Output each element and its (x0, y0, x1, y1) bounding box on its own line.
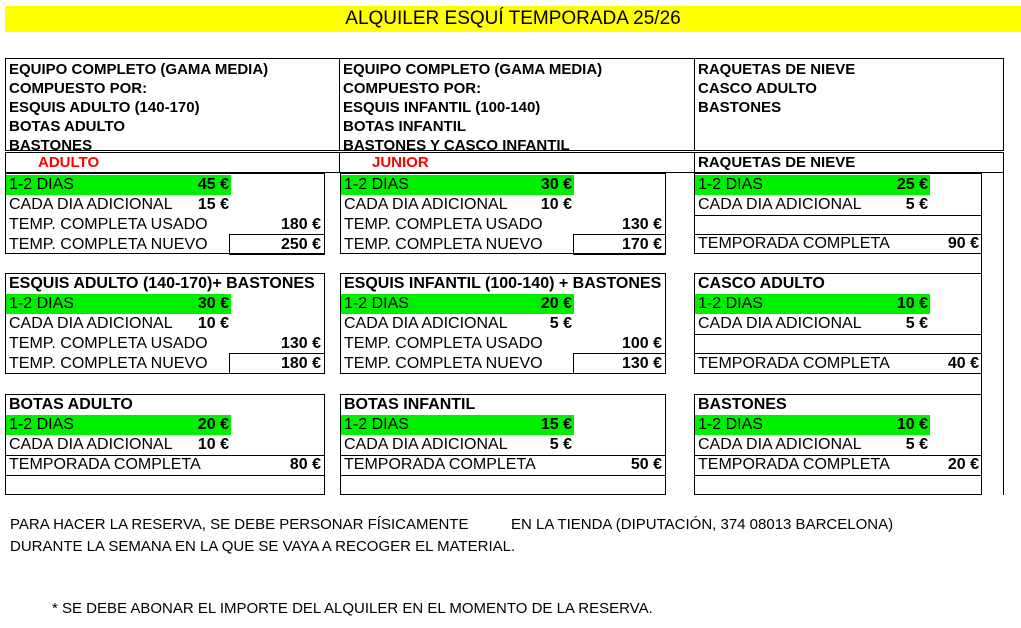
row-label: TEMP. COMPLETA USADO (9, 335, 208, 352)
table-row (341, 354, 665, 374)
table-row (6, 314, 231, 334)
price-value: 5 € (905, 436, 928, 453)
row-label: CASCO ADULTO (698, 275, 825, 292)
row-label: 1-2 DIAS (344, 416, 409, 433)
price-block-junior-skis (340, 273, 666, 374)
price-value: 15 € (540, 416, 572, 433)
price-value: 10 € (896, 295, 928, 312)
table-row (6, 215, 324, 235)
row-label: CADA DIA ADICIONAL (9, 196, 173, 213)
footer-note: * SE DEBE ABONAR EL IMPORTE DEL ALQUILER EN EL MOMENTO DE LA RESERVA. (52, 600, 653, 617)
table-row (695, 175, 930, 195)
row-label: TEMP. COMPLETA NUEVO (9, 355, 208, 372)
footer-line-1b: EN LA TIENDA (DIPUTACIÓN, 374 08013 BARCELONA) (511, 516, 894, 533)
price-value: 20 € (197, 416, 229, 433)
row-label: 1-2 DIAS (698, 295, 763, 312)
price-value: 25 € (896, 176, 928, 193)
row-label: TEMPORADA COMPLETA (698, 235, 890, 252)
price-value: 80 € (289, 456, 321, 473)
price-value: 5 € (549, 436, 572, 453)
table-row (695, 354, 981, 374)
row-label: CADA DIA ADICIONAL (344, 196, 508, 213)
table-row (341, 294, 574, 314)
header-line: BOTAS INFANTIL (343, 118, 467, 135)
row-label: TEMP. COMPLETA USADO (9, 216, 208, 233)
table-row (341, 195, 574, 215)
row-label: BOTAS INFANTIL (344, 396, 476, 413)
block-title (341, 395, 665, 415)
price-value: 50 € (630, 456, 662, 473)
price-value: 40 € (947, 355, 979, 372)
row-label: 1-2 DIAS (9, 176, 74, 193)
header-line: BASTONES (698, 99, 782, 116)
block-title (695, 274, 981, 294)
row-label: 1-2 DIAS (698, 176, 763, 193)
header-line: BASTONES Y CASCO INFANTIL (343, 137, 570, 154)
row-label: 1-2 DIAS (9, 416, 74, 433)
price-value: 90 € (947, 235, 979, 252)
header-line: ESQUIS ADULTO (140-170) (9, 99, 200, 116)
row-label: TEMP. COMPLETA USADO (344, 335, 543, 352)
row-label: CADA DIA ADICIONAL (698, 315, 862, 332)
price-block-adult-full (5, 173, 325, 254)
price-block-poles (694, 394, 982, 495)
table-row (341, 314, 574, 334)
price-value: 20 € (947, 456, 979, 473)
row-label: CADA DIA ADICIONAL (698, 196, 862, 213)
footer-line-1a: PARA HACER LA RESERVA, SE DEBE PERSONAR FÍSICAMENTE (10, 516, 469, 533)
table-row (6, 235, 324, 255)
table-row (6, 334, 324, 354)
table-row (6, 415, 231, 435)
table-row (6, 435, 231, 455)
price-value: 180 € (280, 216, 321, 233)
header-line: BOTAS ADULTO (9, 118, 126, 135)
price-value: 30 € (197, 295, 229, 312)
row-label: TEMP. COMPLETA USADO (344, 216, 543, 233)
row-label: CADA DIA ADICIONAL (9, 315, 173, 332)
header-adult (5, 58, 340, 154)
row-label: 1-2 DIAS (698, 416, 763, 433)
row-label: CADA DIA ADICIONAL (698, 436, 862, 453)
table-row (695, 234, 981, 254)
price-block-adult-skis (5, 273, 325, 374)
page-title: ALQUILER ESQUÍ TEMPORADA 25/26 (5, 6, 1021, 32)
table-row (341, 334, 665, 354)
price-value: 180 € (280, 355, 321, 372)
table-row (341, 235, 665, 255)
price-block-adult-boots (5, 394, 325, 495)
row-label: ESQUIS INFANTIL (100-140) + BASTONES (344, 275, 662, 292)
price-value: 250 € (280, 236, 321, 253)
table-row (341, 415, 574, 435)
header-line: EQUIPO COMPLETO (GAMA MEDIA) (343, 61, 603, 78)
header-line: COMPUESTO POR: (343, 80, 482, 97)
price-value: 100 € (621, 335, 662, 352)
row-label: BASTONES (698, 396, 787, 413)
price-value: 130 € (621, 355, 662, 372)
subheader-adult: ADULTO (5, 152, 340, 173)
header-line: COMPUESTO POR: (9, 80, 148, 97)
table-row (695, 195, 930, 215)
price-value: 170 € (621, 236, 662, 253)
table-row (6, 175, 231, 195)
row-label: 1-2 DIAS (344, 176, 409, 193)
table-row (341, 435, 574, 455)
row-label: TEMP. COMPLETA NUEVO (344, 236, 543, 253)
footer-line-2: DURANTE LA SEMANA EN LA QUE SE VAYA A RECOGER EL MATERIAL. (10, 538, 516, 555)
block-title (341, 274, 665, 294)
table-row (695, 314, 930, 334)
table-row (6, 195, 231, 215)
price-value: 30 € (540, 176, 572, 193)
row-label: 1-2 DIAS (344, 295, 409, 312)
row-label: TEMPORADA COMPLETA (344, 456, 536, 473)
row-label: CADA DIA ADICIONAL (344, 436, 508, 453)
row-label: ESQUIS ADULTO (140-170)+ BASTONES (9, 275, 315, 292)
block-title (6, 274, 324, 294)
price-value: 10 € (197, 436, 229, 453)
table-row (695, 415, 930, 435)
row-label: TEMP. COMPLETA NUEVO (344, 355, 543, 372)
table-row (341, 215, 665, 235)
header-line: BASTONES (9, 137, 93, 154)
table-row (6, 354, 324, 374)
table-row (341, 455, 665, 475)
price-value: 10 € (896, 416, 928, 433)
block-title (695, 395, 981, 415)
price-value: 5 € (549, 315, 572, 332)
table-row (695, 294, 930, 314)
header-line: ESQUIS INFANTIL (100-140) (343, 99, 541, 116)
header-line: EQUIPO COMPLETO (GAMA MEDIA) (9, 61, 269, 78)
row-label: 1-2 DIAS (9, 295, 74, 312)
table-row (6, 455, 324, 475)
header-line: CASCO ADULTO (698, 80, 817, 97)
subheader-junior: JUNIOR (339, 152, 695, 173)
row-label: TEMPORADA COMPLETA (9, 456, 201, 473)
header-junior (339, 58, 695, 154)
header-snowshoes (694, 58, 1004, 151)
price-block-junior-full (340, 173, 666, 254)
header-line: RAQUETAS DE NIEVE (698, 61, 856, 78)
price-value: 10 € (540, 196, 572, 213)
table-row (695, 455, 981, 475)
price-value: 130 € (280, 335, 321, 352)
row-label: TEMP. COMPLETA NUEVO (9, 236, 208, 253)
row-label: TEMPORADA COMPLETA (698, 456, 890, 473)
price-block-helmet (694, 273, 982, 374)
price-value: 5 € (905, 196, 928, 213)
table-row (695, 435, 930, 455)
row-label: CADA DIA ADICIONAL (9, 436, 173, 453)
row-label: BOTAS ADULTO (9, 396, 133, 413)
table-row (6, 294, 231, 314)
table-row (341, 175, 574, 195)
row-label: TEMPORADA COMPLETA (698, 355, 890, 372)
price-value: 15 € (197, 196, 229, 213)
subheader-snowshoes: RAQUETAS DE NIEVE (694, 152, 1004, 173)
price-value: 10 € (197, 315, 229, 332)
price-value: 5 € (905, 315, 928, 332)
price-block-junior-boots (340, 394, 666, 495)
row-label: CADA DIA ADICIONAL (344, 315, 508, 332)
price-value: 45 € (197, 176, 229, 193)
price-value: 130 € (621, 216, 662, 233)
price-block-snowshoes (694, 173, 982, 254)
price-value: 20 € (540, 295, 572, 312)
block-title (6, 395, 324, 415)
